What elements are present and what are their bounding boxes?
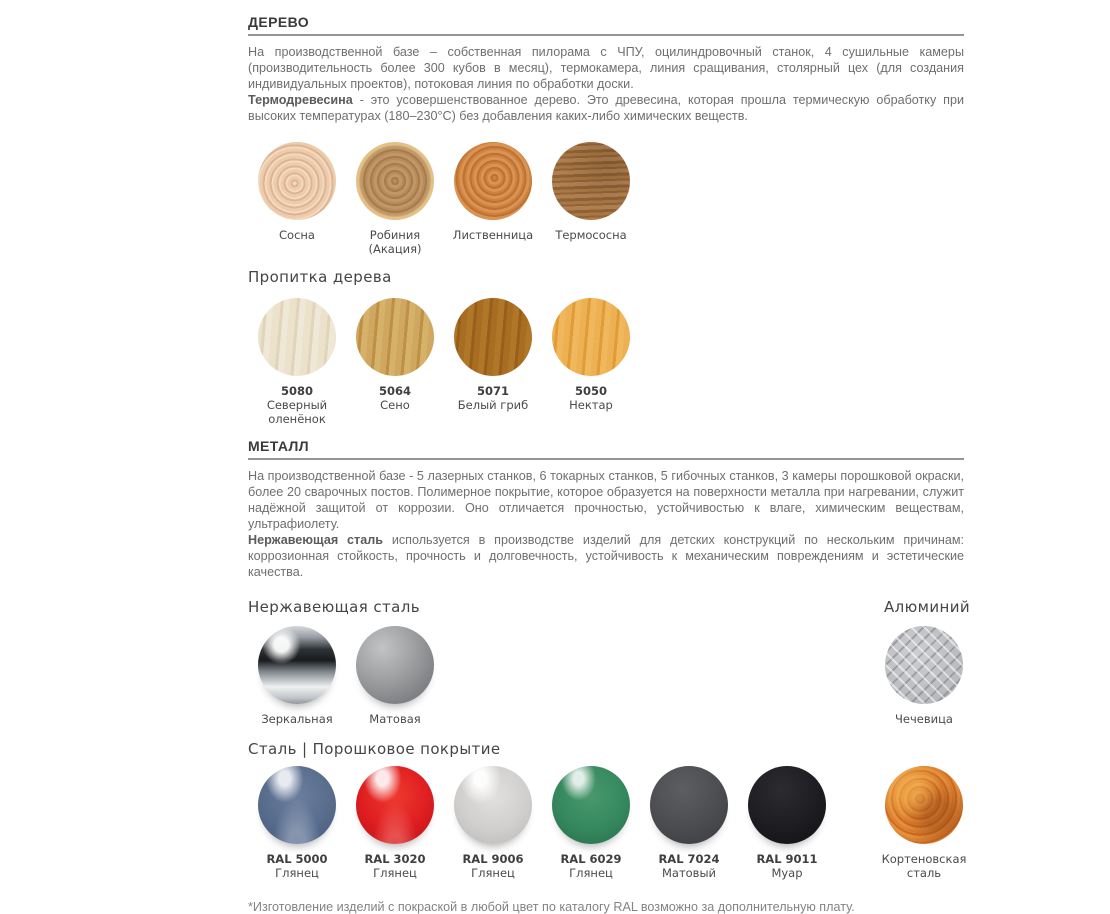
swatch-label bbox=[248, 384, 346, 426]
impregnation-5050-image bbox=[552, 298, 630, 376]
ral-5000-image bbox=[258, 766, 336, 844]
swatch-label bbox=[640, 852, 738, 880]
swatch-larch bbox=[444, 142, 542, 242]
swatch-label: Лиственница bbox=[452, 228, 534, 242]
stainless-row bbox=[248, 626, 964, 726]
swatch-label bbox=[444, 852, 542, 880]
swatch-5064 bbox=[346, 298, 444, 412]
swatch-label: Сосна bbox=[279, 228, 315, 242]
pine-swatch-image bbox=[258, 142, 336, 220]
aluminum-heading: Алюминий bbox=[884, 598, 971, 616]
stainless-definition: используется в производстве изделий для детских конструкций по нескольким причинам: коррозионная стойкость, прочность и долговечность, устойчивость к механическим повреждениям и эстетические качества. bbox=[248, 533, 964, 579]
impregnation-heading: Пропитка дерева bbox=[248, 268, 392, 286]
aluminum-lentil-image bbox=[885, 626, 963, 704]
larch-swatch-image bbox=[454, 142, 532, 220]
thermowood-definition: - это усовершенствованное дерево. Это древесина, которая прошла термическую обработку при высоких температурах (180–230°С) без добавления каких-либо химических веществ. bbox=[248, 93, 964, 123]
swatch-label: Термососна bbox=[555, 228, 627, 242]
stainless-aluminum-headings bbox=[248, 598, 971, 616]
impregnation-row bbox=[248, 298, 964, 426]
swatch-ral-9006 bbox=[444, 766, 542, 880]
corten-steel-image bbox=[885, 766, 963, 844]
swatch-corten-steel bbox=[881, 766, 967, 880]
content-column bbox=[248, 14, 971, 914]
ral-finish: Глянец bbox=[471, 866, 515, 880]
wood-section bbox=[248, 14, 964, 426]
impregnation-name: Северный оленёнок bbox=[266, 398, 328, 426]
stainless-term: Нержавеющая сталь bbox=[248, 533, 383, 547]
wood-section-title: ДЕРЕВО bbox=[248, 14, 310, 30]
metal-section-title: МЕТАЛЛ bbox=[248, 438, 309, 454]
ral-finish: Глянец bbox=[275, 866, 319, 880]
thermowood-term: Термодревесина bbox=[248, 93, 353, 107]
ral-finish: Муар bbox=[771, 866, 803, 880]
swatch-label bbox=[346, 384, 444, 412]
impregnation-5064-image bbox=[356, 298, 434, 376]
swatch-ral-5000 bbox=[248, 766, 346, 880]
metal-intro-paragraph bbox=[248, 468, 964, 532]
ral-9006-image bbox=[454, 766, 532, 844]
swatch-matte-steel bbox=[346, 626, 444, 726]
metal-section-divider bbox=[248, 458, 964, 460]
swatch-5080 bbox=[248, 298, 346, 426]
swatch-label bbox=[444, 384, 542, 412]
impregnation-code: 5080 bbox=[280, 384, 313, 398]
ral-9011-image bbox=[748, 766, 826, 844]
swatch-5071 bbox=[444, 298, 542, 412]
stainless-heading: Нержавеющая сталь bbox=[248, 598, 420, 616]
swatch-label: Кортеновская сталь bbox=[881, 852, 967, 880]
swatch-ral-6029 bbox=[542, 766, 640, 880]
swatch-mirror-steel bbox=[248, 626, 346, 726]
wood-intro-paragraph bbox=[248, 44, 964, 92]
powder-coating-heading: Сталь | Порошковое покрытие bbox=[248, 740, 501, 758]
swatch-thermopine bbox=[542, 142, 640, 242]
swatch-label bbox=[542, 384, 640, 412]
metal-intro-text: На производственной базе - 5 лазерных станков, 6 токарных станков, 5 гибочных станков, 3 камеры порошковой окраски, более 20 сварочных постов. Полимерное покрытие, которое образуется на поверхности металла при нагревании, служит надёжной защитой от коррозии. Оно отличается прочностью, устойчивостью к влаге, химическим веществам, ультрафиолету. bbox=[248, 469, 964, 531]
powder-coating-row bbox=[248, 766, 967, 880]
ral-code: RAL 3020 bbox=[364, 852, 426, 866]
impregnation-5071-image bbox=[454, 298, 532, 376]
ral-code: RAL 9006 bbox=[462, 852, 524, 866]
stainless-paragraph bbox=[248, 532, 964, 580]
swatch-ral-9011 bbox=[738, 766, 836, 880]
wood-intro-text: На производственной базе – собственная пилорама с ЧПУ, оцилиндровочный станок, 4 сушильные камеры (производительность более 300 кубов в месяц), термокамера, линия сращивания, столярный цех (для создания индивидуальных проектов), потоковая линия по обработки доски. bbox=[248, 45, 964, 91]
swatch-pine bbox=[248, 142, 346, 242]
thermowood-paragraph bbox=[248, 92, 964, 124]
swatch-label: Чечевица bbox=[895, 712, 953, 726]
swatch-ral-7024 bbox=[640, 766, 738, 880]
swatch-label bbox=[542, 852, 640, 880]
swatch-label: Матовая bbox=[369, 712, 421, 726]
ral-7024-image bbox=[650, 766, 728, 844]
metal-section bbox=[248, 438, 971, 914]
mirror-steel-image bbox=[258, 626, 336, 704]
impregnation-name: Сено bbox=[380, 398, 410, 412]
ral-finish: Матовый bbox=[661, 866, 717, 880]
impregnation-code: 5071 bbox=[476, 384, 509, 398]
ral-6029-image bbox=[552, 766, 630, 844]
impregnation-code: 5064 bbox=[378, 384, 411, 398]
ral-code: RAL 6029 bbox=[560, 852, 622, 866]
impregnation-name: Нектар bbox=[569, 398, 613, 412]
swatch-label: Зеркальная bbox=[261, 712, 333, 726]
swatch-label bbox=[738, 852, 836, 880]
wood-section-divider bbox=[248, 34, 964, 36]
swatch-5050 bbox=[542, 298, 640, 412]
swatch-robinia bbox=[346, 142, 444, 256]
ral-3020-image bbox=[356, 766, 434, 844]
thermopine-swatch-image bbox=[552, 142, 630, 220]
impregnation-code: 5050 bbox=[574, 384, 607, 398]
ral-code: RAL 7024 bbox=[658, 852, 720, 866]
impregnation-5080-image bbox=[258, 298, 336, 376]
impregnation-name: Белый гриб bbox=[457, 398, 529, 412]
ral-code: RAL 5000 bbox=[266, 852, 328, 866]
ral-finish: Глянец bbox=[569, 866, 613, 880]
wood-species-row bbox=[248, 142, 964, 256]
ral-finish: Глянец bbox=[373, 866, 417, 880]
matte-steel-image bbox=[356, 626, 434, 704]
ral-footnote: *Изготовление изделий с покраской в любой цвет по каталогу RAL возможно за дополнительную плату. bbox=[248, 900, 855, 914]
swatch-label: Робиния (Акация) bbox=[368, 228, 422, 256]
swatch-label bbox=[248, 852, 346, 880]
swatch-ral-3020 bbox=[346, 766, 444, 880]
robinia-swatch-image bbox=[356, 142, 434, 220]
ral-code: RAL 9011 bbox=[756, 852, 818, 866]
swatch-aluminum-lentil bbox=[884, 626, 964, 726]
swatch-label bbox=[346, 852, 444, 880]
